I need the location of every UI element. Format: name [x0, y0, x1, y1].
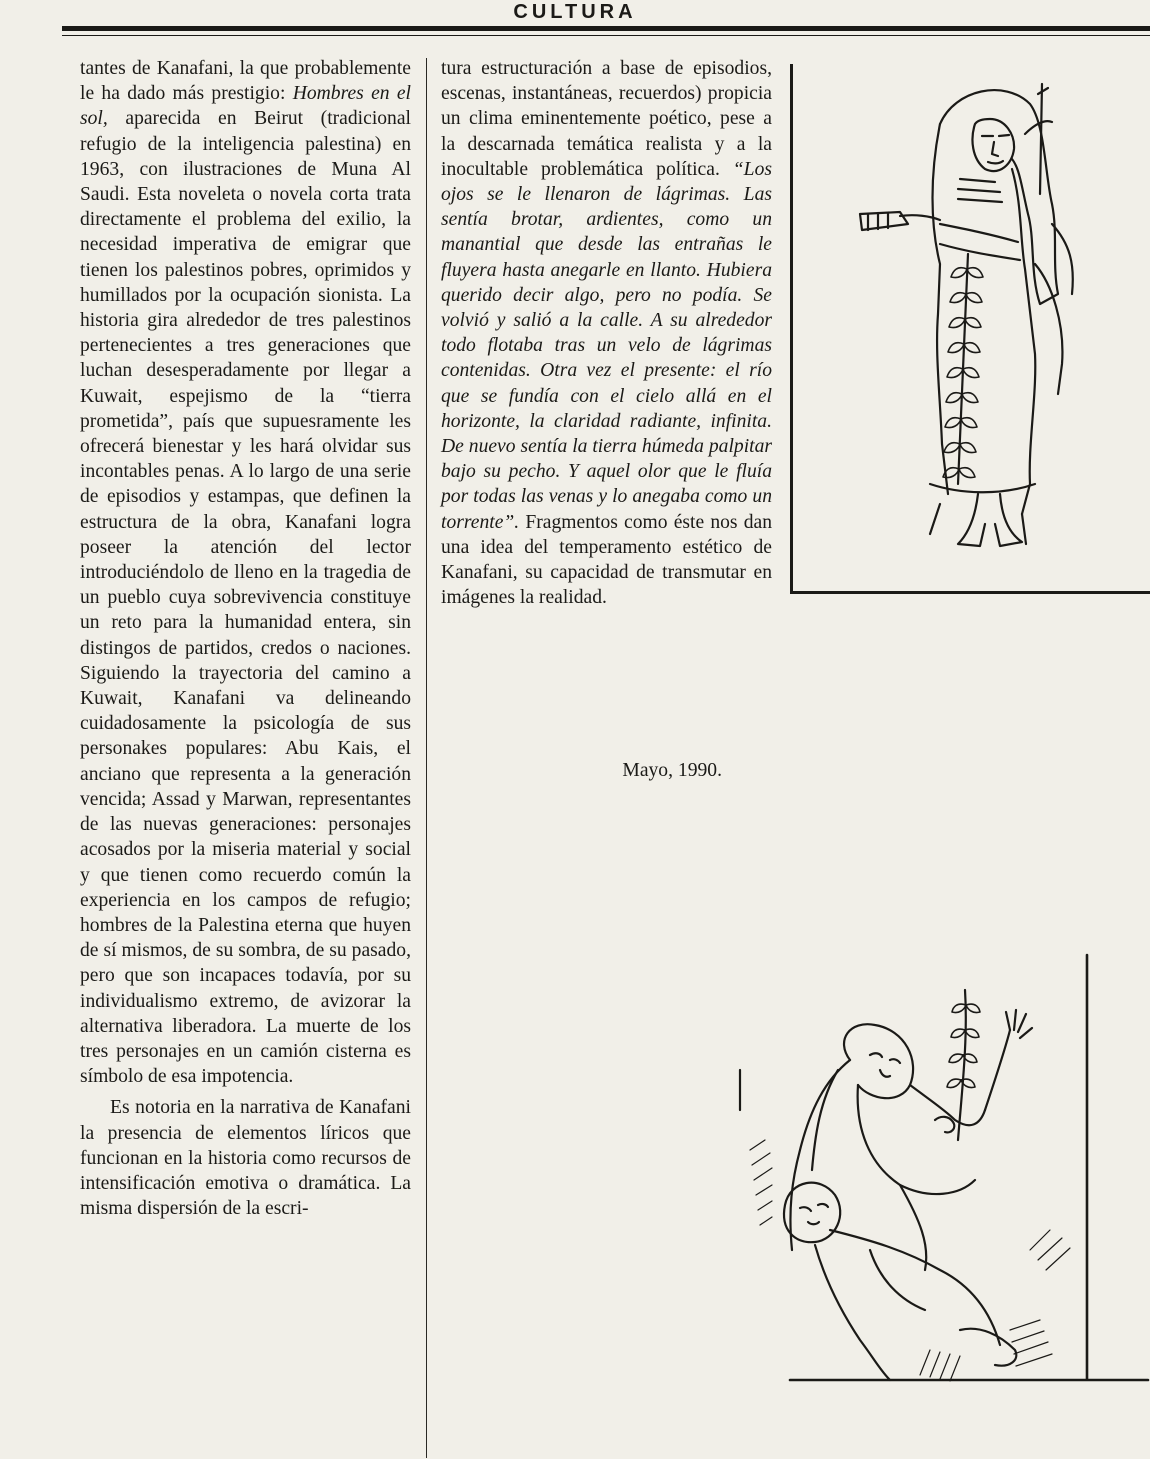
- paragraph-1-rest: aparecida en Beirut (tradicional refugio de la inteligencia palestina) en 1963, con ilustraciones de Muna Al Saudi. Esta noveleta o novela corta trata directamente el problema del exilio, la necesidad imperativa de emigrar que tienen los palestinos pobres, oprimidos y humillados por la ocupación sionista. La historia gira alrededor de tres palestinos pertenecientes a tres generaciones que luchan desesperadamente por llegar a Kuwait, espejismo de la “tierra prometida”, país que supuesramente les ofrecerá bienestar y les hará olvidar sus incontables penas. A lo largo de una serie de episodios y estampas, que definen la estructura de la obra, Kanafani logra poseer la atención del lector introduciéndolo de lleno en la tragedia de un pueblo cuya sobrevivencia constituye un reto para la humanidad entera, sin distingos de partidos, credos o naciones. Siguiendo la trayectoria del camino a Kuwait, Kanafani va delineando cuidadosamente la psicología de sus personakes populares: Abu Kais, el anciano que representa a la generación vencida; Assad y Marwan, representantes de las nuevas generaciones: personajes acosados por la miseria material y social y que tienen como recuerdo común la experiencia en los campos de refugio; hombres de la Palestina eterna que huyen de sí mismos, de su sombra, de su pasado, pero que son incapaces todavía, por su individualismo extremo, de avizorar la alternativa liberadora. La muerte de los tres personajes en un camión cisterna es símbolo de esa impotencia.: [80, 108, 411, 1088]
- header-rule-thick: [62, 26, 1150, 31]
- reclining-figures-drawing: [730, 950, 1150, 1435]
- section-header: CULTURA: [513, 1, 637, 23]
- paragraph-2: Es notoria en la narrativa de Kanafani la presencia de elementos líricos que funcionan en la historia como recursos de intensificación emotiva o dramática. La misma dispersión de la escri-: [80, 1097, 411, 1220]
- paragraph-3-start: tura estructuración a base de episodios, escenas, instantáneas, recuerdos) propicia un clima eminentemente poético, pese a la descarnada temática realista y a la inocultable problemática política.: [441, 58, 772, 180]
- article-column-2: [441, 56, 772, 610]
- paragraph-3: [441, 56, 772, 610]
- illustration-frame-left: [790, 64, 793, 594]
- header-rule-thin: [62, 35, 1150, 36]
- reclining-figures-illustration: [730, 950, 1150, 1435]
- book-title: Hombres en el sol,: [80, 83, 411, 130]
- article-date: Mayo, 1990.: [622, 760, 722, 781]
- standing-figure-illustration: [790, 64, 1150, 594]
- column-divider: [426, 58, 427, 1458]
- paragraph-1: [80, 56, 411, 1089]
- paragraph-1-start: tantes de Kanafani, la que probablemente le ha dado más prestigio:: [80, 58, 411, 105]
- kanafani-quote: “Los ojos se le llenaron de lágrimas. Las sentía brotar, ardientes, como un manantial que desde las entrañas le fluyera hasta anegarle en llanto. Hubiera querido decir algo, pero no podía. Se volvió y salió a la calle. A su alrededor todo flotaba tras un velo de lágrimas contenidas. Otra vez el presente: el río que se fundía con el cielo allá en el horizonte, la claridad radiante, infinita. De nuevo sentía la tierra húmeda palpitar bajo su pecho. Y aquel olor que le fluía por todas las venas y lo anegaba como un torrente”.: [441, 158, 772, 533]
- paragraph-3-end: Fragmentos como éste nos dan una idea del temperamento estético de Kanafani, su capacidad de transmutar en imágenes la realidad.: [441, 511, 772, 609]
- article-column-1: [80, 56, 411, 1221]
- standing-figure-drawing: [790, 64, 1150, 594]
- illustration-frame-bottom: [790, 591, 1150, 594]
